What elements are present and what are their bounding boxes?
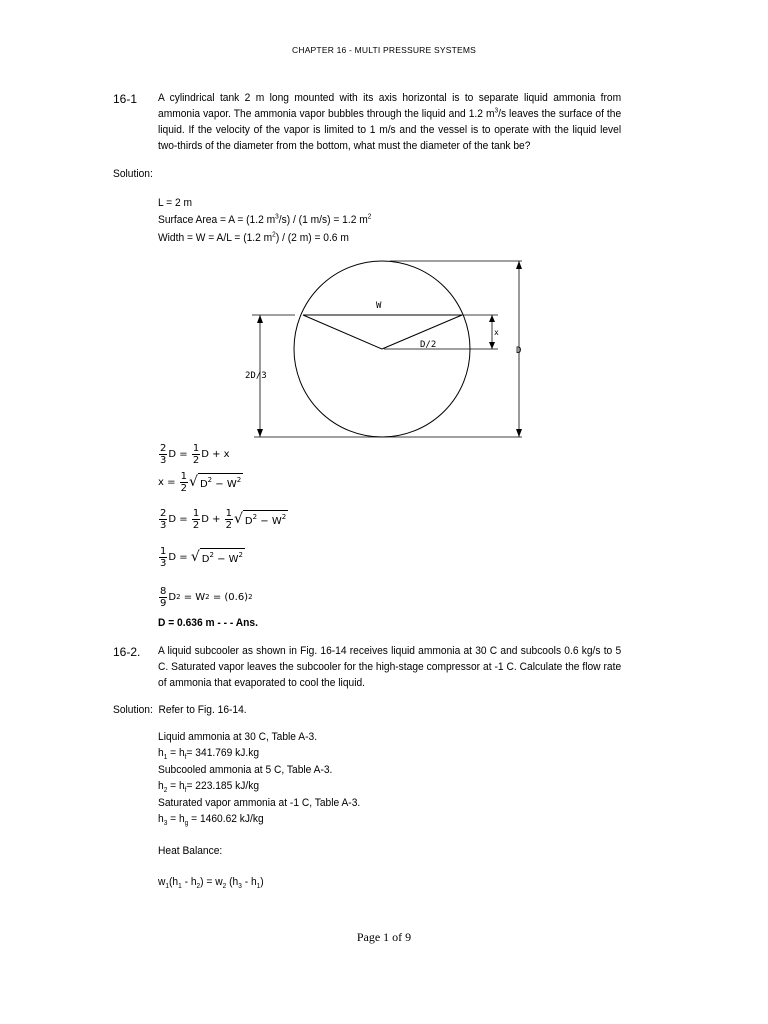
label-x: x <box>494 328 499 337</box>
label-2d3: 2D/3 <box>245 371 267 381</box>
equation-2: x = $\frac{1}{2}$ √ $D^2 - W^2$ <box>158 470 242 494</box>
subcooled-line: Subcooled ammonia at 5 C, Table A-3. <box>158 764 333 776</box>
h3-line: $h_3 = h_g = 1460.62$ kJ/kg <box>158 813 264 828</box>
length-line: L = 2 m <box>158 197 193 209</box>
problem-number: 16-2. <box>113 645 141 659</box>
solution-label: Solution: Refer to Fig. 16-14. <box>113 704 247 716</box>
label-d: D <box>516 346 522 356</box>
radius-left <box>303 315 382 349</box>
heat-balance-label: Heat Balance: <box>158 845 223 857</box>
page-number: Page 1 of 9 <box>356 930 412 944</box>
equation-3: $\frac{2}{3}$ D = $\frac{1}{2}$ D + $\frac{1}{2}$ √ $D^2 - W^2$ <box>160 507 287 531</box>
solution-label: Solution: <box>113 168 153 180</box>
heat-balance-equation: $w_1(h_1 - h_2) = w_2$ $(h_3 - h_1)$ <box>158 876 264 891</box>
problem-statement: A liquid subcooler as shown in Fig. 16-14 receives liquid ammonia at 30 C and subcools 0.6 kg/s to 5 C. Saturated vapor leaves the subcooler for the high-stage compressor at -1 C. Calculate the flow rate of ammonia that evaporated to cool the liquid. <box>158 645 622 689</box>
equation-4: $\frac{1}{3}$ D = √ $D^2 - W^2$ <box>160 545 243 569</box>
label-d2: D/2 <box>420 340 437 350</box>
equation-5: $\frac{8}{9}$ D 2 = W 2 = (0.6) 2 <box>160 585 253 609</box>
problem-statement: A cylindrical tank 2 m long mounted with its axis horizontal is to separate liquid ammonia from ammonia vapor. The ammonia vapor bubbles through the liquid and 1.2 $m^3/s$ leaves the surface of the liquid. If the velocity of the vapor is limited to 1 m/s and the vessel is to operate with the liquid level two-thirds of the diameter from the bottom, what must the diameter of the tank be? <box>158 92 622 152</box>
problem-number: 16-1 <box>113 92 138 106</box>
area-line: Surface Area = A = (1.2 $m^3/s) / (1$ m/s) = 1.2 $m^2$ <box>158 213 372 226</box>
h2-line: $h_2 = h_f= 223.185$ kJ/kg <box>158 780 260 795</box>
label-w: W <box>376 301 382 311</box>
equation-1: $\frac{2}{3}$ D = $\frac{1}{2}$ D + x <box>160 442 230 466</box>
saturated-line: Saturated vapor ammonia at -1 C, Table A-3. <box>158 797 361 809</box>
liquid-ammonia-line: Liquid ammonia at 30 C, Table A-3. <box>158 731 318 743</box>
answer-16-1: D = 0.636 m - - - Ans. <box>158 617 258 629</box>
width-line: Width = W = A/L = (1.2 $m^2) / (2$ m) = 0.6 m <box>158 231 349 244</box>
h1-line: $h_1 = h_f= 341.769$ kJ.kg <box>158 747 260 762</box>
chapter-header: CHAPTER 16 - MULTI PRESSURE SYSTEMS <box>292 45 476 55</box>
tank-diagram <box>240 255 540 440</box>
